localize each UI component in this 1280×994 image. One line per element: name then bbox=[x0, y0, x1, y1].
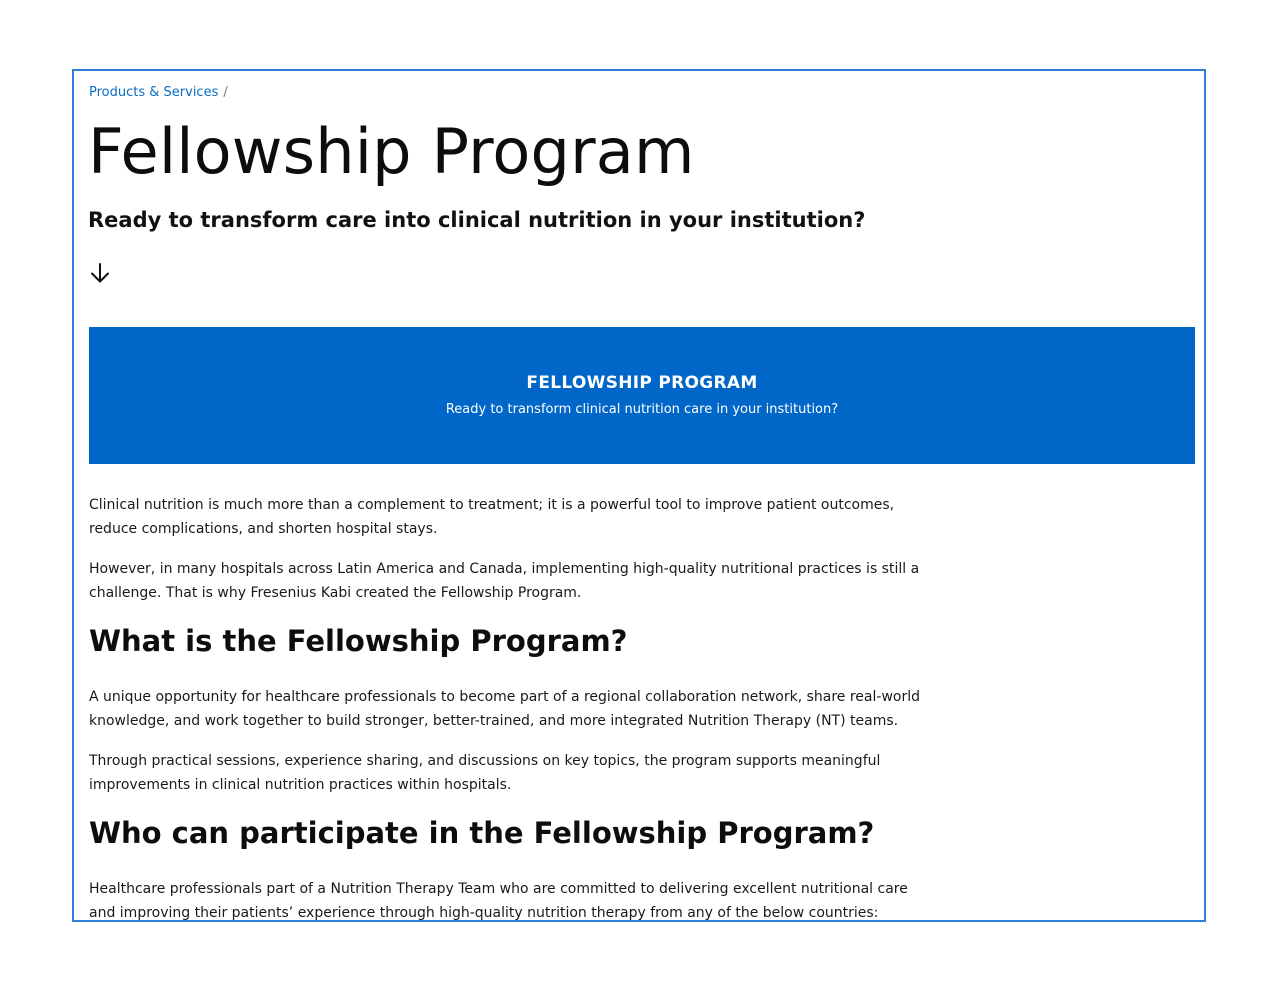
page-title: Fellowship Program bbox=[88, 115, 695, 188]
breadcrumb-separator: / bbox=[223, 85, 228, 100]
section-who-paragraph-1: Healthcare professionals part of a Nutrition Therapy Team who are committed to delivering excellent nutritional care and improving their patients’ experience through high-quality nutrition therapy from any of the below countries: bbox=[89, 881, 908, 921]
section-heading-who-can-participate: Who can participate in the Fellowship Program? bbox=[89, 816, 875, 850]
page-frame bbox=[72, 69, 1206, 922]
intro-paragraph-2: However, in many hospitals across Latin America and Canada, implementing high-quality nutritional practices is still a challenge. That is why Fresenius Kabi created the Fellowship Program. bbox=[89, 561, 920, 601]
banner-subtitle: Ready to transform clinical nutrition care in your institution? bbox=[445, 402, 839, 417]
intro-paragraph-1: Clinical nutrition is much more than a complement to treatment; it is a powerful tool to improve patient outcomes, reduce complications, and shorten hospital stays. bbox=[89, 497, 895, 537]
section-heading-what-is: What is the Fellowship Program? bbox=[89, 624, 628, 658]
section-what-is-paragraph-1: A unique opportunity for healthcare professionals to become part of a regional collaboration network, share real-world knowledge, and work together to build stronger, better-trained, and more integrated Nutrition Therapy (NT) teams. bbox=[89, 689, 920, 729]
arrow-down-icon[interactable] bbox=[89, 261, 111, 285]
section-what-is-paragraph-2: Through practical sessions, experience sharing, and discussions on key topics, the program supports meaningful improvements in clinical nutrition practices within hospitals. bbox=[89, 753, 881, 793]
page-subtitle: Ready to transform care into clinical nutrition in your institution? bbox=[88, 208, 866, 232]
breadcrumb-link-products-services[interactable]: Products & Services bbox=[89, 85, 219, 100]
hero-banner bbox=[89, 327, 1195, 464]
banner-title: FELLOWSHIP PROGRAM bbox=[526, 373, 758, 393]
breadcrumb bbox=[89, 85, 228, 101]
